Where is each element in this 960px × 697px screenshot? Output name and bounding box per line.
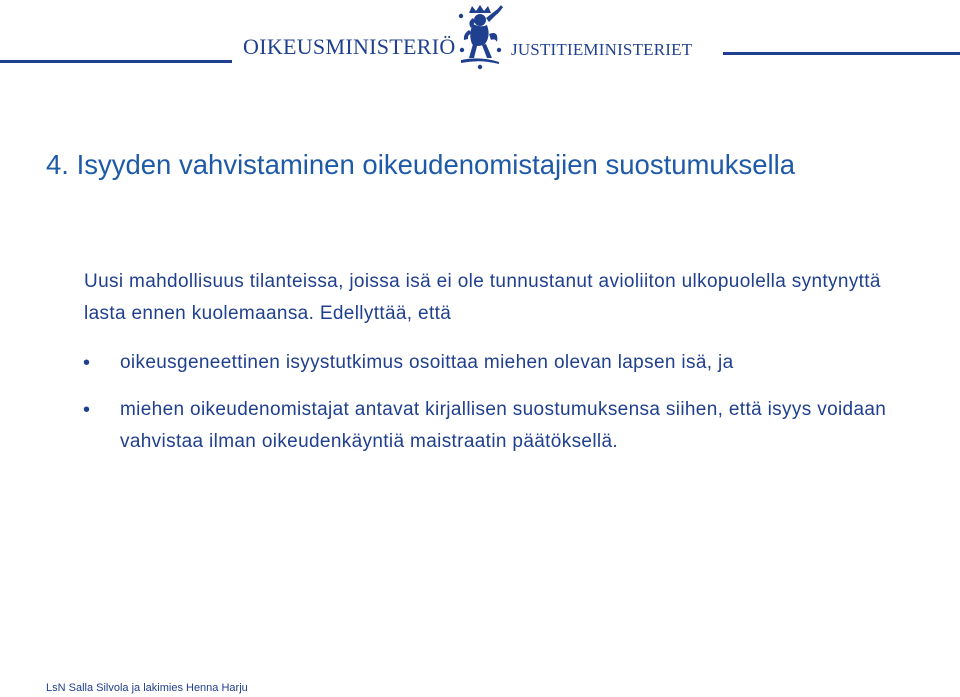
header-divider-left [0,60,232,63]
footer-authors: LsN Salla Silvola ja lakimies Henna Harju [46,682,248,694]
header-divider-right [723,52,960,55]
ministry-name-finnish: OIKEUSMINISTERIÖ [243,34,456,59]
lion-coat-of-arms-icon [455,4,505,70]
ministry-name-swedish: JUSTITIEMINISTERIET [511,40,693,59]
bullet-text: miehen oikeudenomistajat antavat kirjallisen suostumuksensa siihen, että isyys voidaan vahvistaa ilman oikeudenkäyntiä maistraatin päätöksellä. [120,399,887,452]
bullet-text: oikeusgeneettinen isyystutkimus osoittaa miehen olevan lapsen isä, ja [120,352,734,373]
bullet-item-genetic-test [83,347,900,379]
bullet-icon: • [83,399,91,421]
bullet-icon: • [83,352,91,374]
intro-paragraph: Uusi mahdollisuus tilanteissa, joissa isä ei ole tunnustanut avioliiton ulkopuolella syntynyttä lasta ennen kuolemaansa. Edellyttää, että [84,271,881,324]
slide-title: 4. Isyyden vahvistaminen oikeudenomistajien suostumuksella [46,149,796,180]
bullet-item-heirs-consent [83,394,900,458]
